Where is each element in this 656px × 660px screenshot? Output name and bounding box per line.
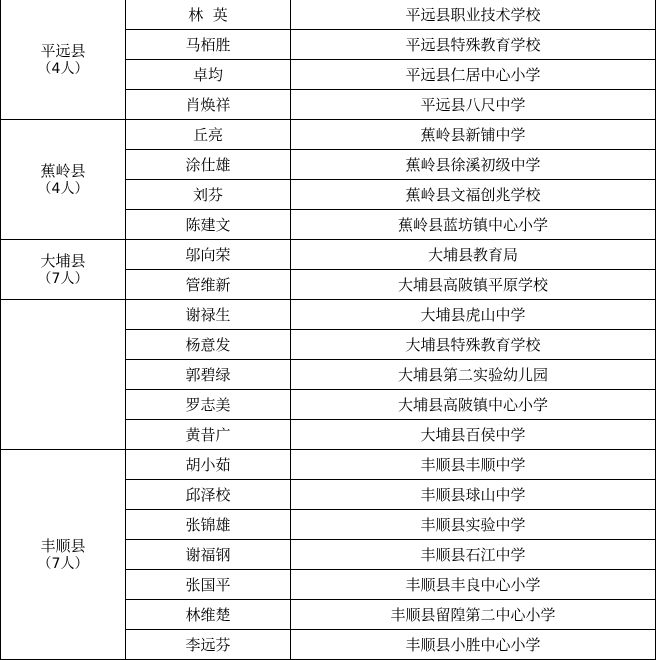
- teacher-name: 邬向荣: [185, 245, 231, 264]
- school-name: 丰顺县小胜中心小学: [405, 635, 541, 654]
- school-name: 丰顺县丰顺中学: [420, 455, 526, 474]
- teacher-name: 胡小茹: [185, 455, 231, 474]
- teacher-name: 林维楚: [185, 605, 231, 624]
- teacher-name: 李远芬: [185, 635, 231, 654]
- county-count: （7人）: [37, 555, 89, 572]
- school-name: 大埔县虎山中学: [420, 305, 526, 324]
- school-name: 蕉岭县徐溪初级中学: [405, 155, 541, 174]
- school-name: 蕉岭县文福创兆学校: [405, 185, 541, 204]
- teacher-name: 黄昔广: [185, 425, 231, 444]
- school-name: 大埔县第二实验幼儿园: [397, 365, 548, 384]
- teacher-name: 张国平: [185, 575, 231, 594]
- county-count: （7人）: [37, 270, 89, 287]
- county-cell: [1, 120, 125, 239]
- school-name: 大埔县高陂镇中心小学: [397, 395, 548, 414]
- teacher-name: 马栢胜: [185, 35, 231, 54]
- school-name: 丰顺县丰良中心小学: [405, 575, 541, 594]
- county-name: 平远县: [40, 41, 86, 60]
- teacher-name: 林 英: [188, 5, 228, 24]
- teacher-name: 管维新: [185, 275, 231, 294]
- teacher-name: 杨意发: [185, 335, 231, 354]
- school-name: 大埔县百侯中学: [420, 425, 526, 444]
- school-name: 蕉岭县新铺中学: [420, 125, 526, 144]
- county-name: 蕉岭县: [40, 161, 86, 180]
- teacher-name: 张锦雄: [185, 515, 231, 534]
- school-name: 丰顺县球山中学: [420, 485, 526, 504]
- school-name: 平远县特殊教育学校: [405, 35, 541, 54]
- school-name: 大埔县教育局: [427, 245, 518, 264]
- school-name: 平远县职业技术学校: [405, 5, 541, 24]
- teacher-name: 丘亮: [192, 125, 223, 144]
- teacher-name: 卓均: [192, 65, 223, 84]
- teacher-name: 谢福钢: [185, 545, 231, 564]
- teacher-name: 郭碧绿: [185, 365, 231, 384]
- school-name: 丰顺县实验中学: [420, 515, 526, 534]
- teacher-name: 谢禄生: [185, 305, 231, 324]
- school-name: 大埔县高陂镇平原学校: [397, 275, 548, 294]
- county-cell: [1, 0, 125, 119]
- county-cell: [1, 450, 125, 659]
- teacher-name: 涂仕雄: [185, 155, 231, 174]
- county-count: （4人）: [37, 60, 89, 77]
- teacher-name: 陈建文: [185, 215, 231, 234]
- school-name: 平远县仁居中心小学: [405, 65, 541, 84]
- school-name: 丰顺县留隍第二中心小学: [390, 605, 556, 624]
- county-cell: [1, 240, 125, 299]
- teacher-name: 邱泽校: [185, 485, 231, 504]
- school-name: 大埔县特殊教育学校: [405, 335, 541, 354]
- county-name: 大埔县: [40, 251, 86, 270]
- school-name: 平远县八尺中学: [420, 95, 526, 114]
- teacher-name: 肖焕祥: [185, 95, 231, 114]
- teacher-name: 刘芬: [192, 185, 223, 204]
- teacher-name: 罗志美: [185, 395, 231, 414]
- school-name: 蕉岭县蓝坊镇中心小学: [397, 215, 548, 234]
- county-name: 丰顺县: [40, 536, 86, 555]
- school-name: 丰顺县石江中学: [420, 545, 526, 564]
- county-count: （4人）: [37, 180, 89, 197]
